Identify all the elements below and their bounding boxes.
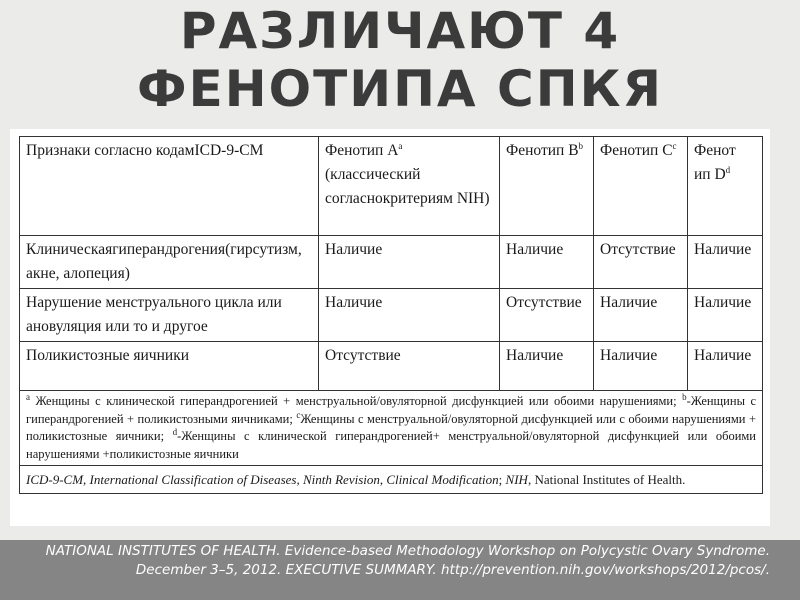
cell-phenotype-b: Наличие (500, 236, 594, 289)
cell-phenotype-a: Наличие (319, 289, 500, 342)
footnotes-row (20, 391, 763, 466)
header-phenotype-b: Фенотип $B^b$ (500, 137, 594, 236)
title-line-1: РАЗЛИЧАЮТ 4 (179, 2, 621, 60)
header-criteria: Признаки согласно кодамICD-9-CM (20, 137, 319, 236)
cell-phenotype-c: Наличие (594, 289, 688, 342)
cell-phenotype-b: Наличие (500, 342, 594, 391)
cell-phenotype-d: Наличие (688, 342, 763, 391)
header-phenotype-d: Фенот ип $D^d$ (688, 137, 763, 236)
table-row (20, 236, 763, 289)
cell-phenotype-d: Наличие (688, 236, 763, 289)
table-row (20, 289, 763, 342)
phenotype-table (19, 136, 763, 494)
table-header-row (20, 137, 763, 236)
row-sign: Клиническаягиперандрогения(гирсутизм, акне, алопеция) (20, 236, 319, 289)
header-phenotype-c: Фенотип $C^c$ (594, 137, 688, 236)
table-row (20, 342, 763, 391)
cell-phenotype-c: Наличие (594, 342, 688, 391)
cell-phenotype-c: Отсутствие (594, 236, 688, 289)
cell-phenotype-a: Наличие (319, 236, 500, 289)
abbreviations-row (20, 466, 763, 494)
row-sign: Поликистозные яичники (20, 342, 319, 391)
cell-phenotype-b: Отсутствие (500, 289, 594, 342)
cell-phenotype-d: Наличие (688, 289, 763, 342)
row-sign: Нарушение менструального цикла или ановуляция или то и другое (20, 289, 319, 342)
cell-phenotype-a: Отсутствие (319, 342, 500, 391)
footer-citation: NATIONAL INSTITUTES OF HEALTH. Evidence-based Methodology Workshop on Polycystic Ovary Syndrome. December 3–5, 2012. EXECUTIVE SUMMARY. http://prevention.nih.gov/workshops/2012/pcos/. (45, 543, 770, 578)
header-phenotype-a: Фенотип $А^a$ (классический согласнокритериям NIH) (319, 137, 500, 236)
title-line-2: ФЕНОТИПА СПКЯ (137, 60, 663, 118)
abbreviations-cell: ICD-9-CM, International Classification of Diseases, Ninth Revision, Clinical Modification; NIH, National Institutes of Health. (20, 466, 763, 494)
footer-bar (0, 540, 800, 600)
footnotes-cell: $^a$ Женщины с клинической гиперандрогенией + менструальной/овуляторной дисфункцией или обоими нарушениями; $^b$-Женщины с гиперандрогенией + поликистозными яичниками; $^c$Женщины с менструальной/овуляторной дисфункцией или с обоими нарушениями + поликистозные яичники; $^d$-Женщины с клинической гиперандрогенией+ менструальной/овуляторной дисфункцией или обоими нарушениями +поликистозные яичники (20, 391, 763, 466)
slide-title (0, 2, 800, 118)
